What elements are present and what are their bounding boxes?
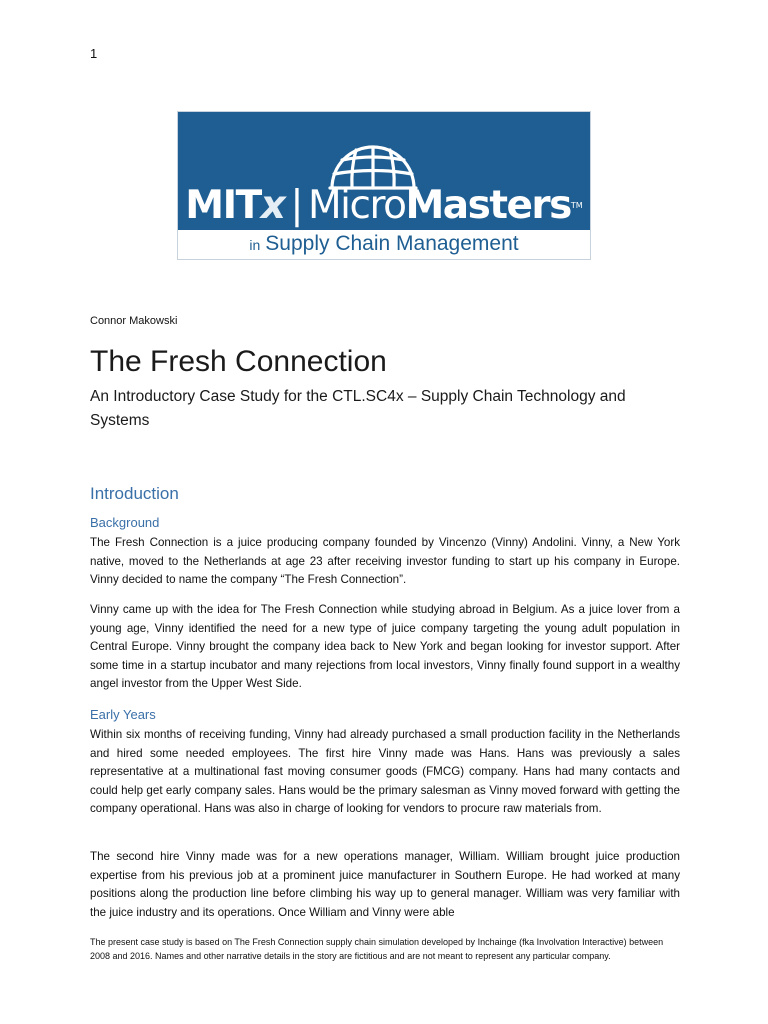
logo-masters: Masters [405, 183, 571, 228]
logo-program-line [178, 230, 590, 259]
logo-in: in [249, 237, 261, 253]
logo-banner [178, 112, 590, 230]
paragraph-background-2: Vinny came up with the idea for The Fresh Connection while studying abroad in Belgium. As a juice lover from a young age, Vinny identified the need for a new type of juice company targeting the young adult population in Central Europe. Vinny brought the company idea back to New York and began looking for investor support. After some time in a startup incubator and many rejections from local investors, Vinny finally found support in a wealthy angel investor from the Upper West Side. [90, 603, 680, 691]
paragraph-background-1: The Fresh Connection is a juice producing company founded by Vincenzo (Vinny) Andolini. Vinny, a New York native, moved to the Netherlands at age 23 after receiving investor funding to start up his company in Europe. Vinny decided to name the company “The Fresh Connection”. [90, 536, 680, 587]
heading-background: Background [90, 515, 160, 530]
heading-introduction: Introduction [90, 484, 179, 503]
paragraph-early-years-2: The second hire Vinny made was for a new operations manager, William. William brought juice production expertise from his previous job at a prominent juice manufacturer in Southern Europe. He had worked at many positions along the production line before climbing his way up to general manager. William was very familiar with the juice industry and its operations. Once William and Vinny were able [90, 850, 680, 919]
logo-tm: TM [570, 201, 583, 210]
logo-program: Supply Chain Management [265, 232, 519, 255]
heading-early-years: Early Years [90, 707, 156, 722]
author-name: Connor Makowski [90, 315, 178, 327]
logo-separator: | [290, 183, 303, 228]
logo-mit: MIT [185, 183, 261, 228]
page-number: 1 [90, 46, 98, 61]
logo-x: x [260, 183, 285, 228]
document-title: The Fresh Connection [90, 345, 387, 378]
logo-micro: Micro [308, 183, 406, 228]
paragraph-early-years-1: Within six months of receiving funding, Vinny had already purchased a small production facility in the Netherlands and hired some needed employees. The first hire Vinny made was Hans. Hans was previously a sales representative at a multinational fast moving consumer goods (FMCG) company. Hans had many contacts and could help get early company sales. Hans would be the primary salesman as Vinny moved forward with getting the company operational. Hans was also in charge of looking for vendors to procure raw materials from. [90, 728, 680, 816]
document-subtitle: An Introductory Case Study for the CTL.SC4x – Supply Chain Technology and Systems [90, 388, 626, 429]
logo-wordmark [178, 184, 590, 228]
footnote: The present case study is based on The Fresh Connection supply chain simulation developed by Inchainge (fka Involvation Interactive) between 2008 and 2016. Names and other narrative details in the story are fictitious and are not meant to represent any particular company. [90, 937, 664, 961]
micromasters-logo [177, 111, 591, 260]
